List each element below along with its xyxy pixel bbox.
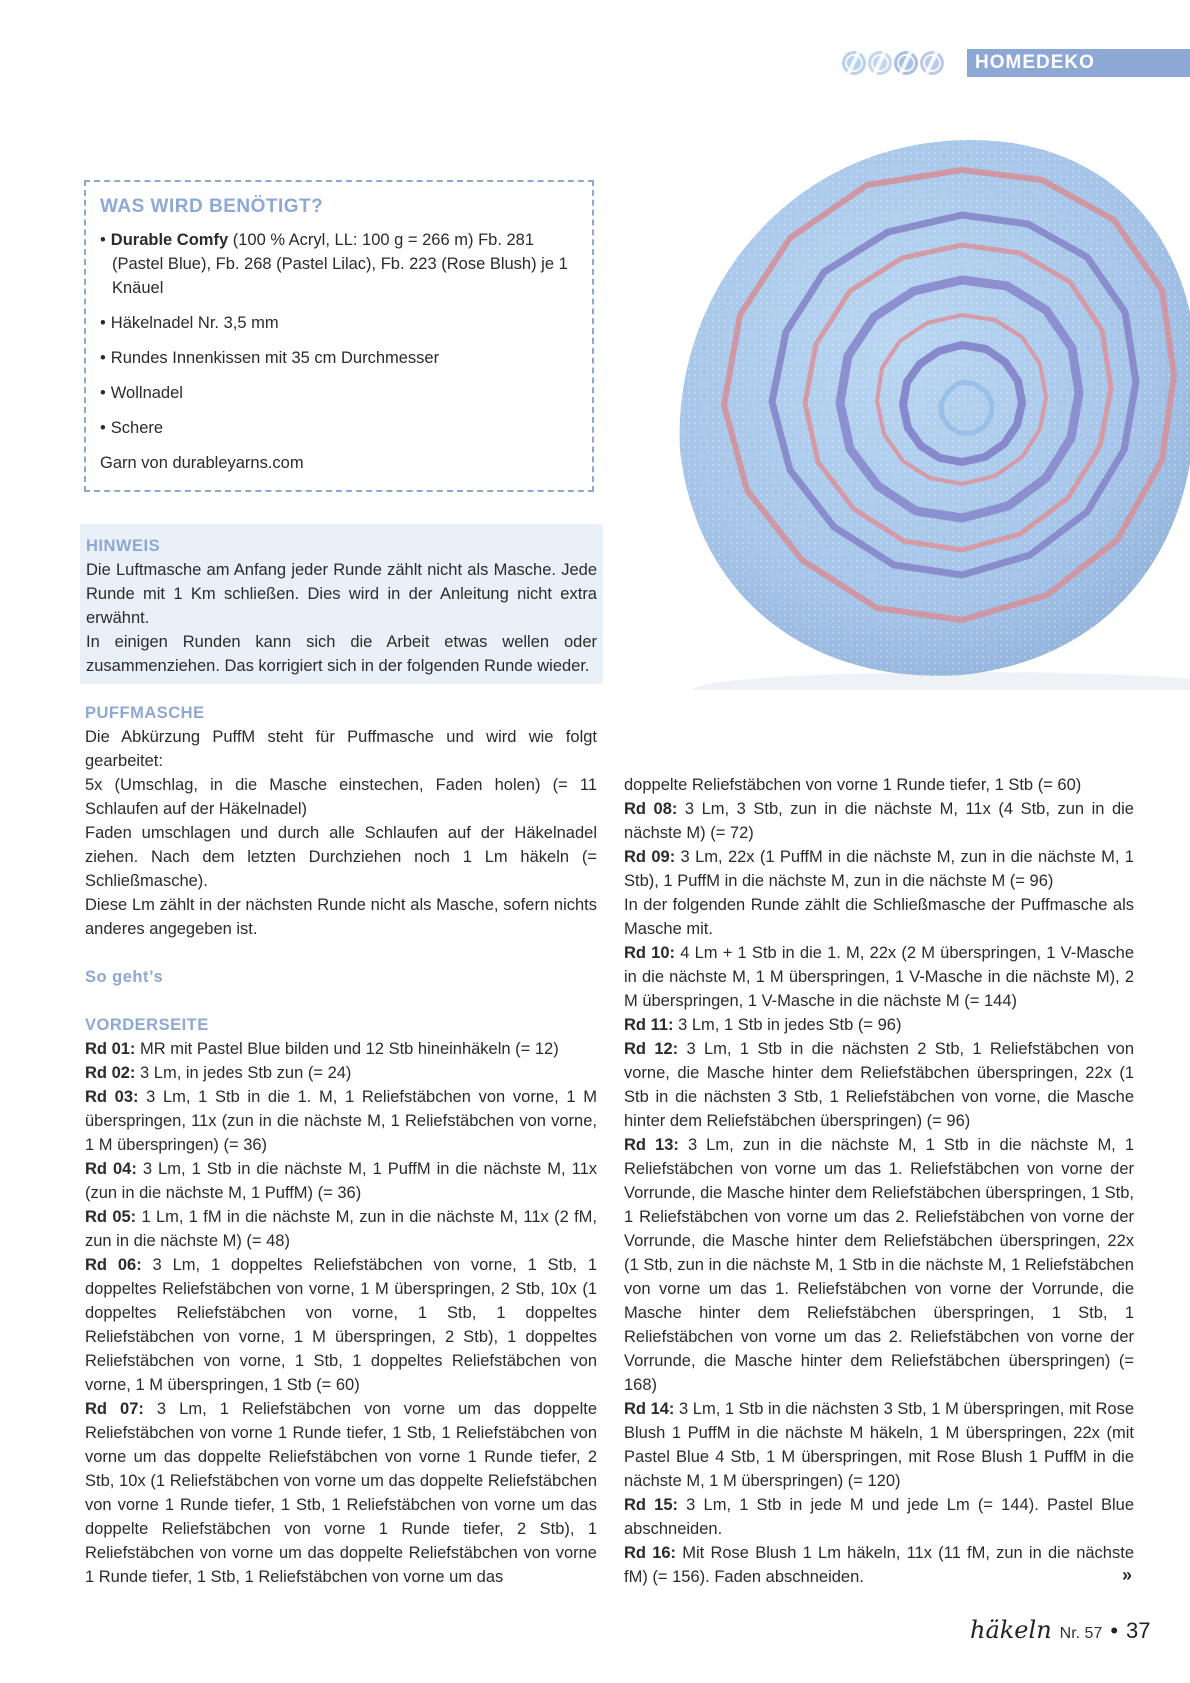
crochet-pillow-photo <box>662 120 1190 690</box>
round-text: 3 Lm, 22x (1 PuffM in die nächste M, zun in die nächste M, 1 Stb), 1 PuffM in die nächste M, zun in die nächste M (= 96) <box>624 848 1134 890</box>
puff-stitch-paragraph: Die Abkürzung PuffM steht für Puffmasche und wird wie folgt gearbeitet: <box>85 728 597 770</box>
round-instruction <box>624 1541 1134 1589</box>
round-text: 3 Lm, 1 Stb in die nächsten 3 Stb, 1 M überspringen, mit Rose Blush 1 PuffM in die nächste M häkeln, 1 M überspringen, 22x (mit Pastel Blue 4 Stb, 1 M überspringen, mit Rose Blush 1 PuffM in die nächste M, 1 M überspringen) (= 120) <box>624 1400 1134 1490</box>
note-title: HINWEIS <box>86 537 161 555</box>
round-text: 1 Lm, 1 fM in die nächste M, zun in die nächste M, 11x (2 fM, zun in die nächste M) (= 48) <box>85 1208 597 1250</box>
note-paragraph: Die Luftmasche am Anfang jeder Runde zählt nicht als Masche. Jede Runde mit 1 Km schließen. Dies wird in der Anleitung nicht extra erwähnt. <box>86 561 597 627</box>
round-label: Rd 09: <box>624 848 676 866</box>
round-instruction <box>85 1085 597 1157</box>
round-label: Rd 15: <box>624 1496 679 1514</box>
round-text: 4 Lm + 1 Stb in die 1. M, 22x (2 M überspringen, 1 V-Masche in die nächste M, 1 M überspringen, 1 V-Masche in die nächste M), 2 M überspringen, 1 V-Masche in die nächste M (= 144) <box>624 944 1134 1010</box>
front-side-title: VORDERSEITE <box>85 1016 209 1034</box>
yarn-source: Garn von durableyarns.com <box>100 454 304 472</box>
round-instruction <box>624 941 1134 1013</box>
list-item <box>100 381 578 405</box>
round-label: Rd 03: <box>85 1088 139 1106</box>
puff-stitch-paragraph: Diese Lm zählt in der nächsten Runde nicht als Masche, sofern nichts anderes angegeben ist. <box>85 896 597 938</box>
round-label: Rd 06: <box>85 1256 142 1274</box>
round-text: 3 Lm, 1 Stb in die 1. M, 1 Reliefstäbchen von vorne, 1 M überspringen, 11x (zun in die nächste M, 1 Reliefstäbchen von vorne, 1 M überspringen) (= 36) <box>85 1088 597 1154</box>
round-text: MR mit Pastel Blue bilden und 12 Stb hineinhäkeln (= 12) <box>135 1040 559 1058</box>
round-label: Rd 05: <box>85 1208 137 1226</box>
yarn-name: Durable Comfy <box>110 231 229 249</box>
round-label: Rd 14: <box>624 1400 675 1418</box>
round-label: Rd 10: <box>624 944 676 962</box>
item-text: Häkelnadel Nr. 3,5 mm <box>110 314 279 332</box>
puff-stitch-paragraph: Faden umschlagen und durch alle Schlaufen auf der Häkelnadel ziehen. Nach dem letzten Durchziehen noch 1 Lm häkeln (= Schließmasche). <box>85 824 597 890</box>
round-instruction <box>624 1013 1134 1037</box>
round-instruction <box>85 1205 597 1253</box>
round-instruction <box>85 1397 597 1589</box>
round-text: 3 Lm, zun in die nächste M, 1 Stb in die nächste M, 1 Reliefstäbchen von vorne um das 1. Reliefstäbchen von vorne der Vorrunde, die Masche hinter dem Reliefstäbchen überspringen, 1 Stb, 1 Reliefstäbchen von vorne um das 2. Reliefstäbchen von vorne der Vorrunde, die Masche hinter dem Reliefstäbchen überspringen, 22x (1 Stb, zun in die nächste M, 1 Stb in die nächste M, 1 Reliefstäbchen von vorne um das 1. Reliefstäbchen von vorne der Vorrunde, die Masche hinter dem Reliefstäbchen überspringen, 1 Stb, 1 Reliefstäbchen von vorne um das 2. Reliefstäbchen von vorne der Vorrunde, die Masche hinter dem Reliefstäbchen überspringen) (= 168) <box>624 1136 1134 1394</box>
yarn-ball-icon <box>842 51 866 75</box>
round-label: Rd 02: <box>85 1064 136 1082</box>
round-label: Rd 07: <box>85 1400 144 1418</box>
round-label: Rd 04: <box>85 1160 137 1178</box>
round-text: 3 Lm, 1 Reliefstäbchen von vorne um das doppelte Reliefstäbchen von vorne 1 Runde tiefer, 1 Stb, 1 Reliefstäbchen von vorne um das doppelte Reliefstäbchen von vorne 1 Runde tiefer, 2 Stb, 10x (1 Reliefstäbchen von vorne um das doppelte Reliefstäbchen von vorne 1 Runde tiefer, 1 Stb, 1 Reliefstäbchen von vorne um das doppelte Reliefstäbchen von vorne 1 Runde tiefer, 2 Stb), 1 Reliefstäbchen von vorne um das doppelte Reliefstäbchen von vorne 1 Runde tiefer, 1 Stb, 1 Reliefstäbchen von vorne um das <box>85 1400 597 1586</box>
round-text: Mit Rose Blush 1 Lm häkeln, 11x (11 fM, zun in die nächste fM) (= 156). Faden abschneiden. <box>624 1544 1134 1586</box>
continued-arrow-icon: » <box>1122 1565 1133 1585</box>
round-instruction <box>624 1493 1134 1541</box>
round-label: Rd 08: <box>624 800 678 818</box>
issue-number: Nr. 57 <box>1059 1625 1103 1642</box>
round-instruction <box>624 1397 1134 1493</box>
round-instruction <box>624 797 1134 845</box>
round-label: Rd 13: <box>624 1136 679 1154</box>
round-text: 3 Lm, in jedes Stb zun (= 24) <box>135 1064 352 1082</box>
round-text: 3 Lm, 1 doppeltes Reliefstäbchen von vorne, 1 Stb, 1 doppeltes Reliefstäbchen von vorne, 1 M überspringen, 2 Stb, 10x (1 doppeltes Reliefstäbchen von vorne, 1 Stb, 1 doppeltes Reliefstäbchen von vorne, 1 M überspringen, 2 Stb), 1 doppeltes Reliefstäbchen von vorne, 1 Stb, 1 doppeltes Reliefstäbchen von vorne, 1 M überspringen, 1 Stb (= 60) <box>85 1256 597 1394</box>
round-note: In der folgenden Runde zählt die Schließmasche der Puffmasche als Masche mit. <box>624 896 1134 938</box>
yarn-ball-icon <box>868 51 892 75</box>
section-tag: HOMEDEKO <box>967 49 1190 77</box>
round-text: 3 Lm, 3 Stb, zun in die nächste M, 11x (4 Stb, zun in die nächste M) (= 72) <box>624 800 1134 842</box>
note-paragraph: In einigen Runden kann sich die Arbeit etwas wellen oder zusammenziehen. Das korrigiert sich in der folgenden Runde wieder. <box>86 633 597 675</box>
yarn-balls-logo <box>842 51 944 75</box>
yarn-ball-icon <box>894 51 918 75</box>
yarn-ball-icon <box>920 51 944 75</box>
round-text: 3 Lm, 1 Stb in jedes Stb (= 96) <box>673 1016 902 1034</box>
puff-stitch-title: PUFFMASCHE <box>85 704 205 722</box>
magazine-logo: häkeln <box>970 1616 1052 1644</box>
page-footer <box>970 1616 1151 1644</box>
item-text: Schere <box>110 419 164 437</box>
round-instruction <box>624 1133 1134 1397</box>
instructions-left-column <box>85 701 597 1589</box>
yarn-details: (100 % Acryl, LL: 100 g = 266 m) Fb. 281 (Pastel Blue), Fb. 268 (Pastel Lilac), Fb. 223 (Rose Blush) je 1 Knäuel <box>112 231 568 297</box>
item-text: Rundes Innenkissen mit 35 cm Durchmesser <box>110 349 440 367</box>
round-label: Rd 11: <box>624 1016 674 1034</box>
puff-stitch-paragraph: 5x (Umschlag, in die Masche einstechen, Faden holen) (= 11 Schlaufen auf der Häkelnadel) <box>85 776 597 818</box>
round-instruction <box>85 1253 597 1397</box>
materials-title: WAS WIRD BENÖTIGT? <box>100 196 324 217</box>
round-instruction <box>85 1061 597 1085</box>
footer-bullet: • <box>1110 1618 1119 1643</box>
round-instruction <box>85 1037 597 1061</box>
round-label: Rd 16: <box>624 1544 677 1562</box>
instructions-right-column <box>624 773 1134 1589</box>
round-text: 3 Lm, 1 Stb in jede M und jede Lm (= 144). Pastel Blue abschneiden. <box>624 1496 1134 1538</box>
materials-list <box>100 228 578 440</box>
note-box <box>80 524 603 684</box>
round-label: Rd 12: <box>624 1040 679 1058</box>
round-instruction <box>624 845 1134 893</box>
round-text: 3 Lm, 1 Stb in die nächsten 2 Stb, 1 Reliefstäbchen von vorne, die Masche hinter dem Reliefstäbchen überspringen, 22x (1 Stb in die nächsten 3 Stb, 1 Reliefstäbchen von vorne, die Masche hinter dem Reliefstäbchen überspringen) (= 96) <box>624 1040 1134 1130</box>
list-item <box>100 346 578 370</box>
list-item <box>100 311 578 335</box>
list-item <box>100 228 578 300</box>
page-number: 37 <box>1126 1618 1151 1643</box>
round-text: 3 Lm, 1 Stb in die nächste M, 1 PuffM in die nächste M, 11x (zun in die nächste M, 1 PuffM) (= 36) <box>85 1160 597 1202</box>
item-text: Wollnadel <box>110 384 183 402</box>
list-item <box>100 416 578 440</box>
round-instruction <box>624 1037 1134 1133</box>
round-continuation: doppelte Reliefstäbchen von vorne 1 Runde tiefer, 1 Stb (= 60) <box>624 776 1082 794</box>
round-instruction <box>85 1157 597 1205</box>
round-label: Rd 01: <box>85 1040 136 1058</box>
instructions-heading: So geht’s <box>85 968 164 986</box>
materials-box <box>84 180 594 492</box>
